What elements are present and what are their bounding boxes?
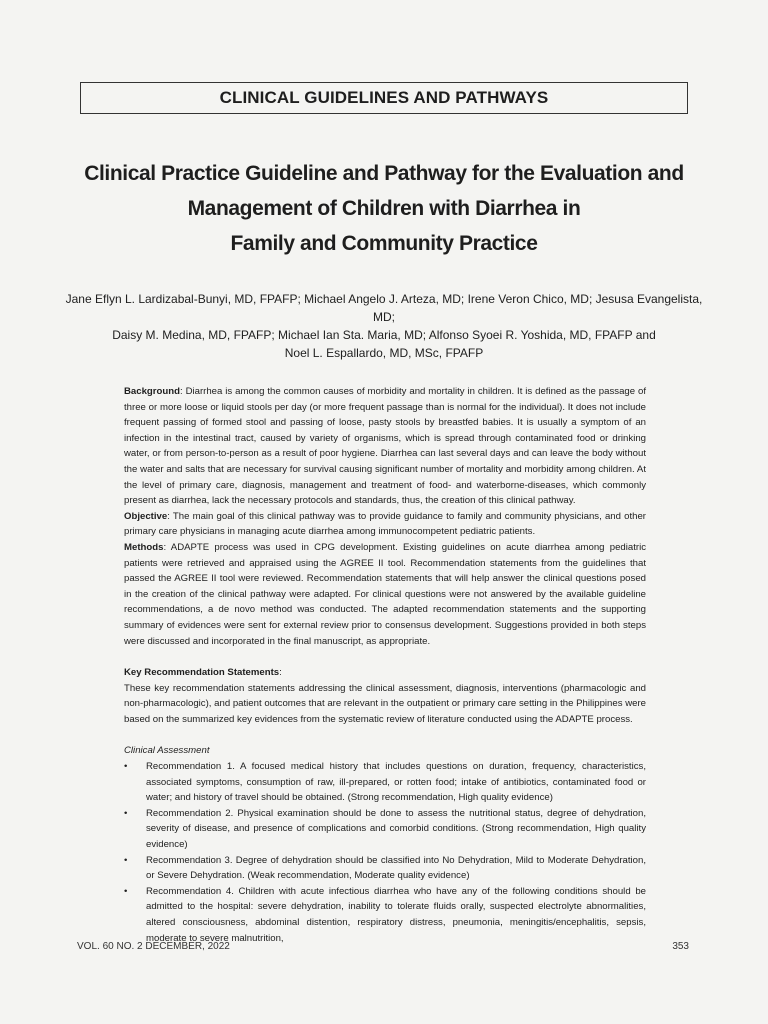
bullet: • [124,854,128,866]
objective-paragraph [124,509,646,540]
journal-info: VOL. 60 NO. 2 DECEMBER, 2022 [77,941,230,952]
bullet: • [124,761,128,773]
krs-colon: : [279,667,282,679]
recommendation-text: Recommendation 1. A focused medical history that includes questions on duration, frequency, characteristics, associated symptoms, consumption of raw, ill-prepared, or rotten food; intake of antibiotics, contaminated food or water; and history of travel should be obtained. (Strong recommendation, High quality evidence) [146,761,646,804]
recommendation-text: Recommendation 4. Children with acute infectious diarrhea who have any of the following conditions should be admitted to the hospital: severe dehydration, inability to tolerate fluids orally, suspected electrolyte abnormalities, altered consciousness, abdominal distention, respiratory distress, pneumonia, meningitis/encephalitis, sepsis, moderate to severe malnutrition, [146,885,646,944]
author-line: Daisy M. Medina, MD, FPAFP; Michael Ian Sta. Maria, MD; Alfonso Syoei R. Yoshida, MD, FPAFP and [112,328,656,342]
recommendation-list [124,759,646,946]
section-header: CLINICAL GUIDELINES AND PATHWAYS [80,82,688,114]
page-number: 353 [672,941,689,952]
recommendation-text: Recommendation 2. Physical examination should be done to assess the nutritional status, degree of dehydration, severity of disease, and presence of complications and comorbid conditions. (Strong recommendation, High quality evidence) [146,807,646,851]
title-line: Clinical Practice Guideline and Pathway for the Evaluation and [84,162,684,185]
abstract [124,384,646,946]
methods-label: Methods [124,541,164,553]
author-line: Noel L. Espallardo, MD, MSc, FPAFP [284,346,484,360]
title-line: Management of Children with Diarrhea in [187,197,581,220]
krs-text: These key recommendation statements addressing the clinical assessment, diagnosis, interventions (pharmacologic and non-pharmacologic), and patient outcomes that are relevant in the outpatient or primary care setting in the Philippines were based on the summarized key evidences from the systematic review of literature conducted using the ADAPTE process. [124,682,646,725]
background-text: : Diarrhea is among the common causes of morbidity and mortality in children. It is defined as the passage of three or more loose or liquid stools per day (or more frequent passage than is normal for the individual). It does not include frequent passing of formed stool and passing of loose, pasty stools by breastfed babies. It is usually a symptom of an infection in the intestinal tract, caused by variety of organisms, which is spread through contaminated food or drinking water, or from person-to-person as a result of poor hygiene. Diarrhea can last several days and can leave the body without the water and salts that are necessary for survival causing significant number of mortality and morbidity among children. At the level of primary care, diagnosis, management and treatment of food- and waterborne-diseases, which commonly present as diarrhea, lack the necessary protocols and standards, thus, the creation of this clinical pathway. [124,386,646,507]
list-item [124,853,646,884]
article-title [60,156,708,261]
objective-label: Objective [124,510,168,522]
clinical-assessment-heading: Clinical Assessment [124,745,210,757]
author-list [60,290,708,362]
recommendation-text: Recommendation 3. Degree of dehydration should be classified into No Dehydration, Mild to Moderate Dehydration, or Severe Dehydration. (Weak recommendation, Moderate quality evidence) [146,854,646,882]
bullet: • [124,807,128,819]
methods-paragraph [124,540,646,649]
list-item [124,759,646,806]
list-item [124,806,646,853]
bullet: • [124,885,128,897]
background-paragraph [124,384,646,509]
background-label: Background [124,386,180,397]
author-line: Jane Eflyn L. Lardizabal-Bunyi, MD, FPAFP; Michael Angelo J. Arteza, MD; Irene Veron Chico, MD; Jesusa Evangelista, MD; [65,292,703,324]
objective-text: : The main goal of this clinical pathway was to provide guidance to family and community physicians, and other primary care physicians in managing acute diarrhea among immunocompetent pediatric patients. [124,510,646,538]
list-item [124,884,646,946]
methods-text: : ADAPTE process was used in CPG development. Existing guidelines on acute diarrhea among pediatric patients were retrieved and appraised using the AGREE II tool. Recommendation statements from the guidelines that passed the AGREE II tool were reviewed. Recommendation statements that will help answer the clinical questions posed in the creation of the clinical pathway were adapted. For clinical questions were not answered by the available guideline recommendations, a de novo method was conducted. The adapted recommendation statements and the supporting summary of evidences were sent for external review prior to consensus development. Suggestions provided in both steps were discussed and incorporated in the final manuscript, as appropriate. [124,541,646,647]
title-line: Family and Community Practice [230,232,538,255]
krs-heading [124,665,646,681]
krs-label: Key Recommendation Statements [124,667,280,679]
